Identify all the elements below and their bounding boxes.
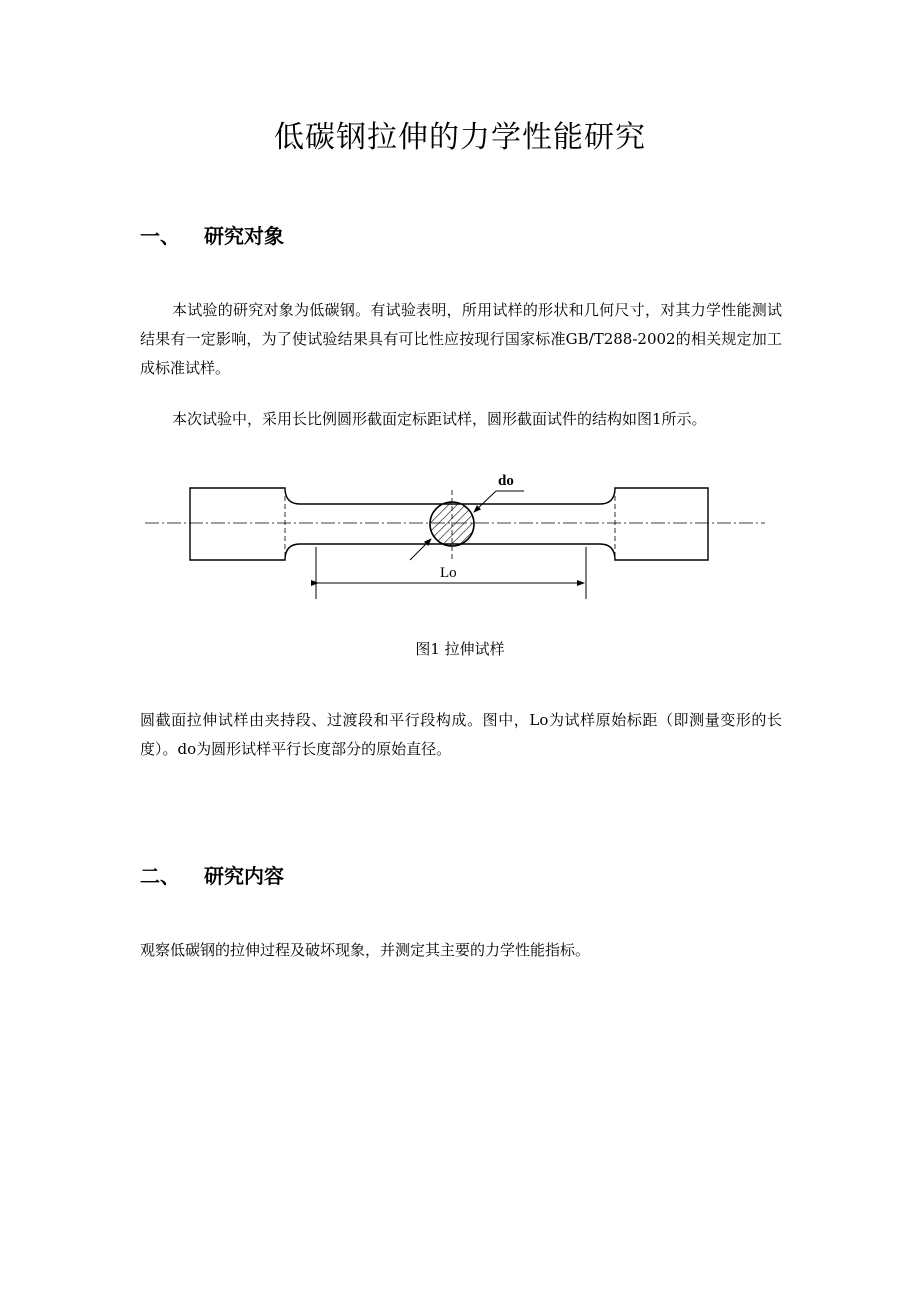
diameter-label: do [498,473,514,489]
section-number-1: 一、 [140,224,180,248]
tensile-specimen-figure [140,465,780,610]
section-title-1: 研究对象 [204,224,284,248]
section-number-2: 二、 [140,864,180,888]
section-title-2: 研究内容 [204,864,284,888]
section-heading-2 [140,860,284,889]
paragraph-research-object: 本试验的研究对象为低碳钢。有试验表明，所用试样的形状和几何尺寸，对其力学性能测试结果有一定影响，为了使试验结果具有可比性应按现行国家标准GB/T288-2002的相关规定加工成标准试样。 [140,301,782,377]
gauge-length-label: Lo [440,565,457,581]
paragraph-specimen-type: 本次试验中，采用长比例圆形截面定标距试样，圆形截面试件的结构如图1所示。 [172,410,707,428]
page-title: 低碳钢拉伸的力学性能研究 [274,120,646,155]
figure-caption: 图1 拉伸试样 [415,640,505,658]
diameter-leader [474,491,496,512]
paragraph-research-content: 观察低碳钢的拉伸过程及破坏现象，并测定其主要的力学性能指标。 [140,941,591,959]
paragraph-specimen-description: 圆截面拉伸试样由夹持段、过渡段和平行段构成。图中，Lo为试样原始标距（即测量变形的长度）。do为圆形试样平行长度部分的原始直径。 [140,711,782,758]
section-heading-1 [140,220,284,249]
